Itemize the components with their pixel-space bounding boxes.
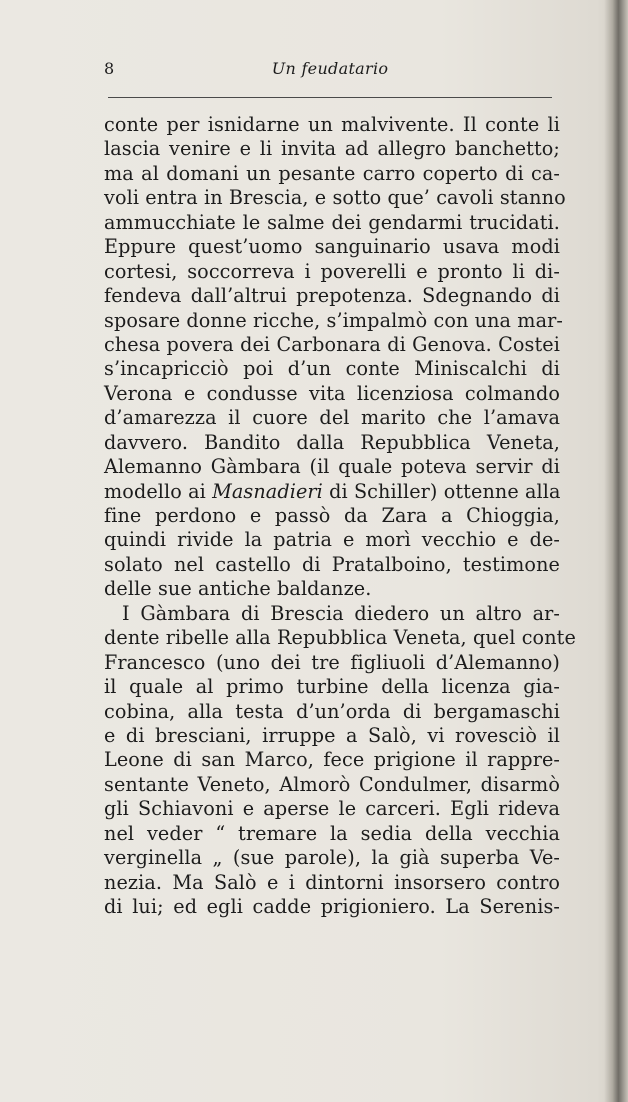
text-line-11: s’incapricciò poi d’un conte Miniscalchi di xyxy=(104,357,560,381)
text-line-33: di lui; ed egli cadde prigioniero. La Serenis- xyxy=(104,895,560,918)
header-rule xyxy=(108,97,552,98)
text-line-25: cobina, alla testa d’un’orda di bergamaschi xyxy=(104,699,560,723)
text-line-24: il quale al primo turbine della licenza gia- xyxy=(104,675,560,699)
text-line-21: I Gàmbara di Brescia diedero un altro ar- xyxy=(122,601,560,625)
text-line-2: lascia venire e li invita ad allegro banchetto; xyxy=(104,137,560,161)
text-line-4: voli entra in Brescia, e sotto que’ cavoli stanno xyxy=(104,186,566,210)
text-line-9: sposare donne ricche, s’impalmò con una mar- xyxy=(104,308,563,332)
text-line-16-start: modello ai xyxy=(104,479,213,503)
binding-edge xyxy=(604,0,628,1102)
text-line-5: ammucchiate le salme dei gendarmi trucidati. xyxy=(104,210,560,234)
text-line-19: solato nel castello di Pratalboino, testimone xyxy=(104,552,560,576)
text-line-30: nel veder “ tremare la sedia della vecchia xyxy=(104,821,560,845)
page-number: 8 xyxy=(104,59,115,78)
text-line-12: Verona e condusse vita licenziosa colmando xyxy=(104,381,560,405)
text-line-26: e di bresciani, irruppe a Salò, vi rovesciò il xyxy=(104,723,560,747)
text-line-3: ma al domani un pesante carro coperto di ca- xyxy=(104,161,560,185)
text-line-18: quindi rivide la patria e morì vecchio e de- xyxy=(104,528,560,552)
text-line-6: Eppure quest’uomo sanguinario usava modi xyxy=(104,235,560,259)
text-line-22: dente ribelle alla Repubblica Veneta, quel conte xyxy=(104,626,576,650)
text-line-23: Francesco (uno dei tre figliuoli d’Alemanno) xyxy=(104,650,560,674)
running-title: Un feudatario xyxy=(271,59,389,78)
text-line-15: Alemanno Gàmbara (il quale poteva servir di xyxy=(104,455,560,479)
text-line-8: fendeva dall’altrui prepotenza. Sdegnando di xyxy=(104,284,560,308)
text-line-17: fine perdono e passò da Zara a Chioggia, xyxy=(104,504,560,527)
text-line-20: delle sue antiche baldanze. xyxy=(104,577,372,601)
text-line-13: d’amarezza il cuore del marito che l’amava xyxy=(104,406,560,430)
italic-title-masnadieri: Masnadieri xyxy=(212,479,323,503)
body-text xyxy=(104,113,576,919)
text-line-29: gli Schiavoni e aperse le carceri. Egli rideva xyxy=(104,797,560,821)
text-line-7: cortesi, soccorreva i poverelli e pronto li di- xyxy=(104,259,560,283)
text-line-1: conte per isnidarne un malvivente. Il conte li xyxy=(104,113,560,136)
text-line-16-end: di Schiller) ottenne alla xyxy=(322,479,561,503)
text-line-10: chesa povera dei Carbonara di Genova. Costei xyxy=(104,332,560,356)
page-header xyxy=(104,56,556,88)
text-line-16 xyxy=(104,480,560,504)
text-line-28: sentante Veneto, Almorò Condulmer, disarmò xyxy=(104,772,560,796)
text-line-27: Leone di san Marco, fece prigione il rappre- xyxy=(104,748,560,772)
text-line-14: davvero. Bandito dalla Repubblica Veneta, xyxy=(104,430,560,454)
text-line-32: nezia. Ma Salò e i dintorni insorsero contro xyxy=(104,870,560,894)
text-line-31: verginella „ (sue parole), la già superba Ve- xyxy=(104,846,560,870)
